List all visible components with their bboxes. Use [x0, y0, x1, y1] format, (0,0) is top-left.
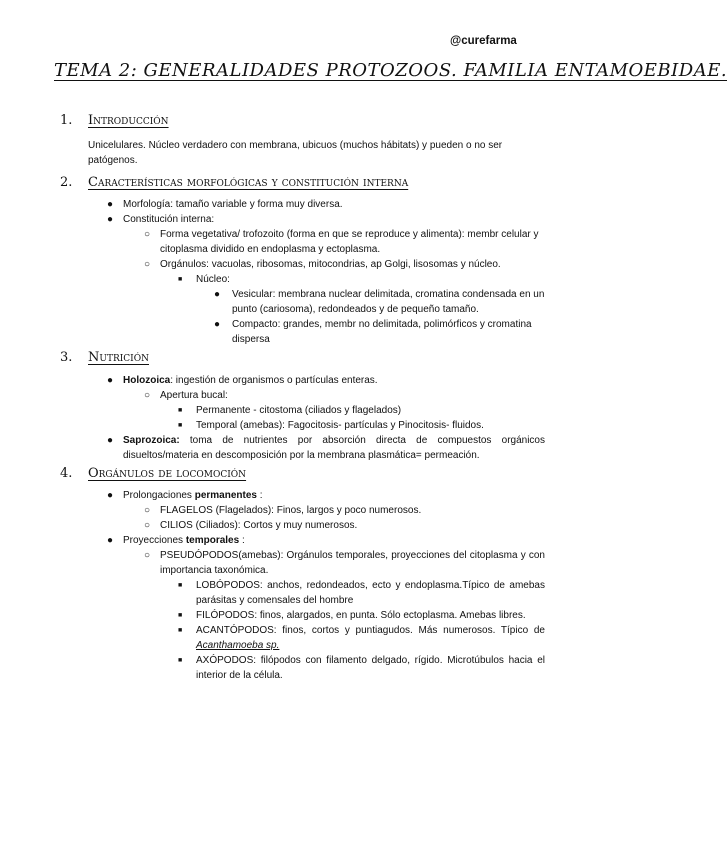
circle-bullet-icon: ○: [144, 520, 151, 531]
list-item: ○ FLAGELOS (Flagelados): Finos, largos y poco numerosos.: [144, 505, 422, 516]
locomocion-list: [60, 488, 545, 683]
circle-bullet-icon: ○: [144, 390, 151, 401]
list-item: ○ Apertura bucal:: [144, 390, 228, 401]
list-item: ○ Orgánulos: vacuolas, ribosomas, mitocondrias, ap Golgi, lisosomas y núcleo.: [144, 259, 501, 270]
list-item: ○ Forma vegetativa/ trofozoito (forma en que se reproduce y alimenta): membr celular y citoplasma dividido en endoplasma y ectoplasma.: [144, 229, 539, 255]
list-item: ■ FILÓPODOS: finos, alargados, en punta. Sólo ectoplasma. Amebas libres.: [178, 610, 526, 621]
section-title: Nutrición: [88, 350, 149, 365]
list-item: ● Morfología: tamaño variable y forma muy diversa.: [107, 199, 343, 210]
list-item: ● Saprozoica: toma de nutrientes por absorción directa de compuestos orgánicos disueltos/materia en descomposición por la membrana plasmática= permeación.: [107, 435, 545, 461]
section-title: Introducción: [88, 113, 169, 128]
page-title: TEMA 2: GENERALIDADES PROTOZOOS. FAMILIA ENTAMOEBIDAE.: [54, 60, 727, 81]
list-item: ■ Núcleo:: [178, 274, 230, 285]
bullet-icon: ●: [107, 214, 114, 225]
caracteristicas-list: [60, 197, 545, 347]
section-number: 4.: [60, 466, 73, 481]
section-introduccion: [60, 113, 540, 168]
bullet-icon: ●: [107, 199, 114, 210]
square-bullet-icon: ■: [178, 276, 183, 283]
list-item: ■ AXÓPODOS: filópodos con filamento delgado, rígido. Microtúbulos hacia el interior de la célula.: [178, 655, 545, 681]
list-item: ● Constitución interna:: [107, 214, 215, 225]
species-name: Acanthamoeba sp.: [196, 640, 280, 651]
list-item: ● Prolongaciones permanentes :: [107, 490, 263, 501]
square-bullet-icon: ■: [178, 582, 183, 589]
list-item: ■ Temporal (amebas): Fagocitosis- partículas y Pinocitosis- fluidos.: [178, 420, 484, 431]
section-nutricion: [60, 350, 540, 365]
intro-text: Unicelulares. Núcleo verdadero con membrana, ubicuos (muchos hábitats) y pueden o no ser patógenos.: [88, 140, 503, 166]
circle-bullet-icon: ○: [144, 259, 151, 270]
list-item: ● Holozoica: ingestión de organismos o partículas enteras.: [107, 375, 378, 386]
circle-bullet-icon: ○: [144, 505, 151, 516]
section-number: 1.: [60, 113, 73, 128]
section-heading: [60, 175, 540, 190]
nutricion-list: [60, 373, 545, 463]
bullet-icon: ●: [107, 535, 114, 546]
section-heading: [60, 466, 540, 481]
square-bullet-icon: ■: [178, 657, 183, 664]
section-title: Características morfológicas y constitución interna: [88, 175, 409, 190]
section-number: 2.: [60, 175, 73, 190]
bullet-icon: ●: [214, 319, 221, 330]
list-item: ■ ACANTÓPODOS: finos, cortos y puntiagudos. Más numerosos. Típico de Acanthamoeba sp.: [178, 625, 545, 651]
list-item: ■ Permanente - citostoma (ciliados y flagelados): [178, 405, 402, 416]
square-bullet-icon: ■: [178, 407, 183, 414]
section-heading: [60, 113, 540, 128]
circle-bullet-icon: ○: [144, 229, 151, 240]
section-title: Orgánulos de locomoción: [88, 466, 247, 481]
list-item: ○ CILIOS (Ciliados): Cortos y muy numerosos.: [144, 520, 358, 531]
list-item: ○ PSEUDÓPODOS(amebas): Orgánulos temporales, proyecciones del citoplasma y con importancia taxonómica.: [144, 550, 545, 576]
list-item: ● Vesicular: membrana nuclear delimitada, cromatina condensada en un punto (cariosoma), redondeados y de pequeño tamaño.: [214, 289, 545, 315]
list-item: ● Proyecciones temporales :: [107, 535, 245, 546]
square-bullet-icon: ■: [178, 422, 183, 429]
bullet-icon: ●: [214, 289, 221, 300]
brand-handle: @curefarma: [450, 35, 517, 47]
list-item: ■ LOBÓPODOS: anchos, redondeados, ecto y endoplasma.Típico de amebas parásitas y comensales del hombre: [178, 580, 545, 606]
circle-bullet-icon: ○: [144, 550, 151, 561]
section-number: 3.: [60, 350, 73, 365]
square-bullet-icon: ■: [178, 627, 183, 634]
section-locomocion: [60, 466, 540, 481]
bullet-icon: ●: [107, 435, 114, 446]
section-heading: [60, 350, 540, 365]
list-item: ● Compacto: grandes, membr no delimitada, polimórficos y cromatina dispersa: [214, 319, 532, 345]
section-caracteristicas: [60, 175, 540, 190]
bullet-icon: ●: [107, 375, 114, 386]
square-bullet-icon: ■: [178, 612, 183, 619]
bullet-icon: ●: [107, 490, 114, 501]
